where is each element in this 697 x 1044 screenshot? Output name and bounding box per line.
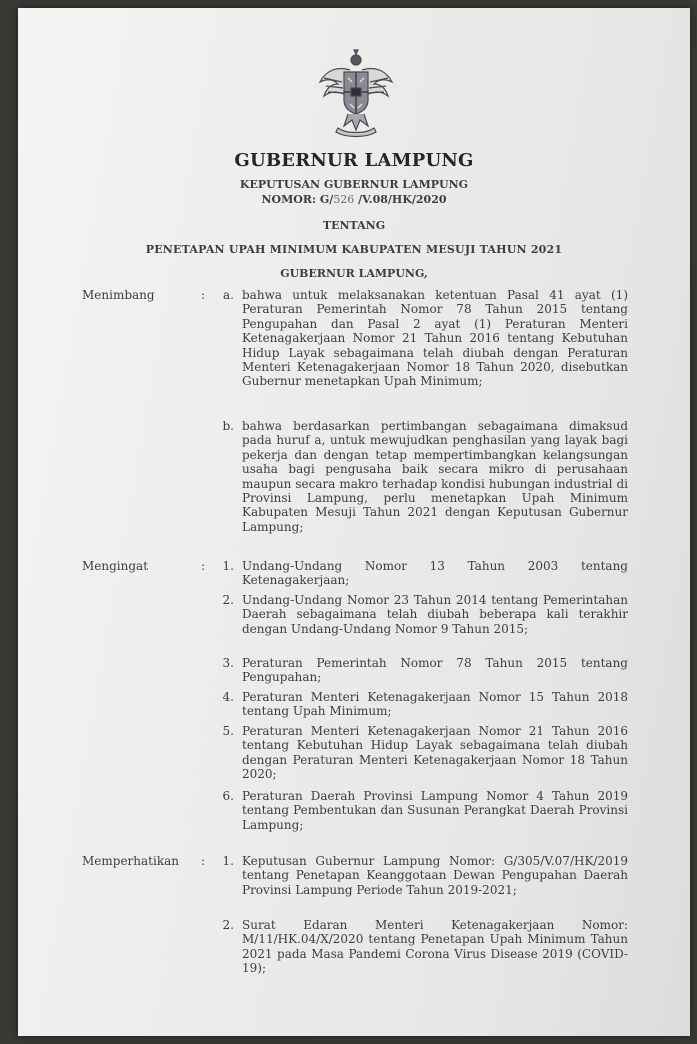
item-marker: 5. (222, 724, 234, 738)
decree-number (18, 193, 690, 206)
list-item: Surat Edaran Menteri Ketenagakerjaan Nomor: M/11/HK.04/X/2020 tentang Penetapan Upah Minimum Tahun 2021 pada Masa Pandemi Corona Virus Disease 2019 (COVID-19); (242, 918, 628, 976)
governor-heading: GUBERNUR LAMPUNG, (280, 267, 428, 280)
item-marker: 4. (222, 690, 234, 704)
item-marker: 2. (222, 918, 234, 932)
section-label-mengingat: Mengingat (82, 559, 149, 573)
list-item: Peraturan Menteri Ketenagakerjaan Nomor 21 Tahun 2016 tentang Kebutuhan Hidup Layak sebagaimana telah diubah dengan Peraturan Menteri Ketenagakerjaan Nomor 18 Tahun 2020; (242, 724, 628, 782)
item-marker: a. (223, 288, 234, 302)
section-label-menimbang: Menimbang (82, 288, 155, 302)
item-marker: 6. (222, 789, 234, 803)
list-item: Peraturan Daerah Provinsi Lampung Nomor 4 Tahun 2019 tentang Pembentukan dan Susunan Perangkat Daerah Provinsi Lampung; (242, 789, 628, 832)
decree-subject: PENETAPAN UPAH MINIMUM KABUPATEN MESUJI TAHUN 2021 (145, 243, 563, 256)
list-item: Peraturan Pemerintah Nomor 78 Tahun 2015 tentang Pengupahan; (242, 656, 628, 685)
list-item: Keputusan Gubernur Lampung Nomor: G/305/V.07/HK/2019 tentang Penetapan Keanggotaan Dewan Pengupahan Daerah Provinsi Lampung Periode Tahun 2019-2021; (242, 854, 628, 897)
decree-number-suffix: /V.08/HK/2020 (354, 193, 447, 206)
decree-title: KEPUTUSAN GUBERNUR LAMPUNG (239, 178, 469, 191)
list-item: bahwa berdasarkan pertimbangan sebagaimana dimaksud pada huruf a, untuk mewujudkan penghasilan yang layak bagi pekerja dan dengan tetap mempertimbangkan kelangsungan usaha bagi pengusaha baik secara mikro di perusahaan maupun secara makro terhadap kondisi hubungan industrial di Provinsi Lampung, perlu menetapkan Upah Minimum Kabupaten Mesuji Tahun 2021 dengan Keputusan Gubernur Lampung; (242, 419, 628, 534)
item-marker: 2. (222, 593, 234, 607)
list-item: Peraturan Menteri Ketenagakerjaan Nomor 15 Tahun 2018 tentang Upah Minimum; (242, 690, 628, 719)
tentang-heading: TENTANG (322, 219, 386, 232)
item-marker: 1. (222, 854, 234, 868)
page-title: GUBERNUR LAMPUNG (234, 150, 474, 171)
list-item: Undang-Undang Nomor 13 Tahun 2003 tentang Ketenagakerjaan; (242, 559, 628, 588)
item-marker: b. (222, 419, 234, 433)
decree-number-handwritten: 526 (333, 193, 355, 206)
list-item: Undang-Undang Nomor 23 Tahun 2014 tentang Pemerintahan Daerah sebagaimana telah diubah beberapa kali terakhir dengan Undang-Undang Nomor 9 Tahun 2015; (242, 593, 628, 636)
section-colon: : (201, 559, 206, 573)
document-page (18, 8, 690, 1036)
garuda-emblem-icon (316, 48, 396, 140)
decree-number-prefix: NOMOR: G/ (261, 193, 334, 206)
section-colon: : (201, 288, 206, 302)
list-item: bahwa untuk melaksanakan ketentuan Pasal 41 ayat (1) Peraturan Pemerintah Nomor 78 Tahun 2015 tentang Pengupahan dan Pasal 2 ayat (1) Peraturan Menteri Ketenagakerjaan Nomor 21 Tahun 2016 tentang Kebutuhan Hidup Layak sebagaimana telah diubah dengan Peraturan Menteri Ketenagakerjaan Nomor 18 Tahun 2020, disebutkan Gubernur menetapkan Upah Minimum; (242, 288, 628, 389)
section-colon: : (201, 854, 206, 868)
item-marker: 3. (222, 656, 234, 670)
section-label-memperhatikan: Memperhatikan (82, 854, 179, 868)
item-marker: 1. (222, 559, 234, 573)
